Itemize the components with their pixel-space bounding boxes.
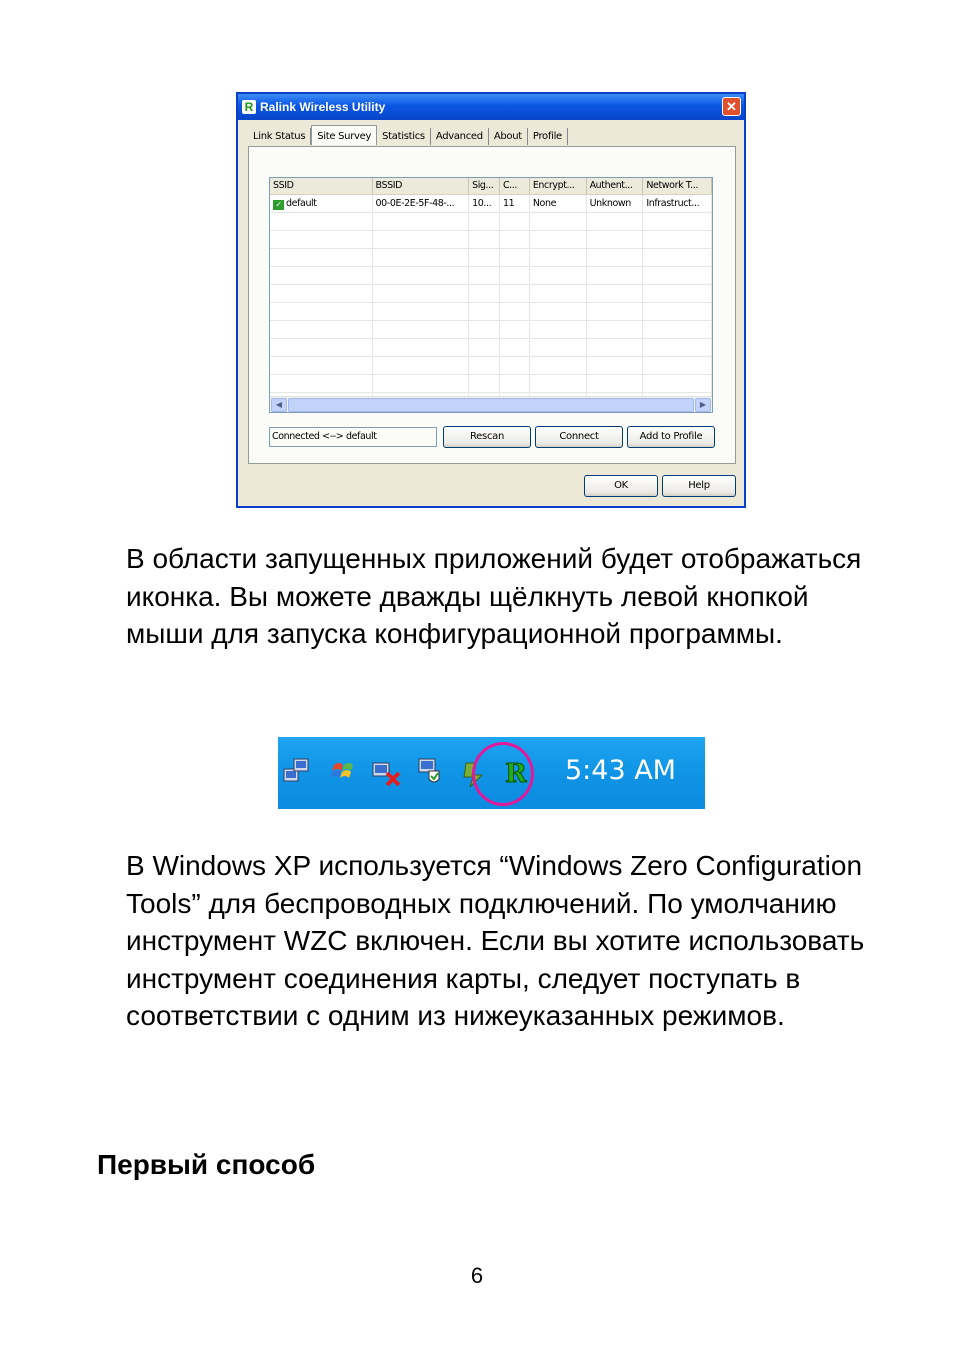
cell-authentication: Unknown <box>587 195 644 212</box>
list-header <box>270 178 712 195</box>
section-heading: Первый способ <box>97 1149 316 1180</box>
cell-network-type: Infrastruct... <box>643 195 712 212</box>
tab-link-status[interactable]: Link Status <box>248 128 311 145</box>
site-survey-panel <box>248 146 736 464</box>
scroll-thumb[interactable] <box>288 398 694 412</box>
scroll-right-icon[interactable]: ▶ <box>695 398 711 412</box>
dialog-titlebar[interactable] <box>238 94 744 120</box>
empty-row <box>270 267 712 285</box>
tab-site-survey[interactable]: Site Survey <box>311 125 377 145</box>
column-network-type[interactable]: Network T... <box>643 178 712 194</box>
page-number: 6 <box>470 1263 484 1288</box>
connected-check-icon: ✓ <box>273 200 284 210</box>
table-row[interactable] <box>270 195 712 213</box>
column-ssid[interactable]: SSID <box>270 178 373 194</box>
cell-bssid: 00-0E-2E-5F-48-... <box>373 195 470 212</box>
cell-encryption: None <box>530 195 587 212</box>
empty-row <box>270 375 712 393</box>
tab-about[interactable]: About <box>489 128 528 145</box>
ok-button[interactable]: OK <box>584 475 658 497</box>
highlight-circle <box>472 742 534 806</box>
paragraph-tray-icon: В области запущенных приложений будет отображаться иконка. Вы можете дважды щёлкнуть левой кнопкой мыши для запуска конфигурационной программы. <box>126 543 862 650</box>
disconnected-network-icon[interactable] <box>371 755 401 789</box>
connection-status: Connected <--> default <box>269 427 437 447</box>
cell-channel: 11 <box>500 195 530 212</box>
tab-profile[interactable]: Profile <box>528 128 568 145</box>
tab-bar <box>248 128 568 145</box>
rescan-button[interactable]: Rescan <box>443 426 531 448</box>
clock[interactable]: 5:43 AM <box>565 755 676 786</box>
scroll-left-icon[interactable]: ◀ <box>271 398 287 412</box>
empty-row <box>270 321 712 339</box>
column-signal[interactable]: Sig... <box>469 178 500 194</box>
tab-advanced[interactable]: Advanced <box>431 128 489 145</box>
ralink-app-icon: R <box>242 100 256 114</box>
cell-ssid: ✓ default <box>270 195 373 212</box>
tab-statistics[interactable]: Statistics <box>377 128 431 145</box>
empty-row <box>270 231 712 249</box>
security-shield-icon[interactable] <box>415 755 445 789</box>
column-authentication[interactable]: Authent... <box>587 178 644 194</box>
network-icon[interactable] <box>282 755 312 789</box>
close-icon[interactable]: ✕ <box>722 97 741 116</box>
empty-row <box>270 303 712 321</box>
add-to-profile-button[interactable]: Add to Profile <box>627 426 715 448</box>
column-channel[interactable]: C... <box>500 178 530 194</box>
column-bssid[interactable]: BSSID <box>373 178 470 194</box>
ralink-utility-dialog <box>236 92 746 508</box>
dialog-title: Ralink Wireless Utility <box>260 100 386 114</box>
empty-row <box>270 285 712 303</box>
empty-row <box>270 357 712 375</box>
svg-text:R: R <box>505 759 527 789</box>
paragraph-wzc: В Windows XP используется “Windows Zero Configuration Tools” для беспроводных подключений. По умолчанию инструмент WZC включен. Если вы хотите использовать инструмент соединения карты, следует поступать в соответствии с одним из нижеуказанных режимов. <box>126 850 865 1032</box>
network-list[interactable] <box>269 177 713 413</box>
horizontal-scrollbar[interactable] <box>270 396 712 412</box>
empty-row <box>270 339 712 357</box>
column-encryption[interactable]: Encrypt... <box>530 178 587 194</box>
system-tray <box>278 737 705 809</box>
help-button[interactable]: Help <box>662 475 736 497</box>
empty-row <box>270 213 712 231</box>
windows-update-icon[interactable] <box>328 755 358 789</box>
cell-signal: 10... <box>469 195 500 212</box>
empty-row <box>270 249 712 267</box>
connect-button[interactable]: Connect <box>535 426 623 448</box>
